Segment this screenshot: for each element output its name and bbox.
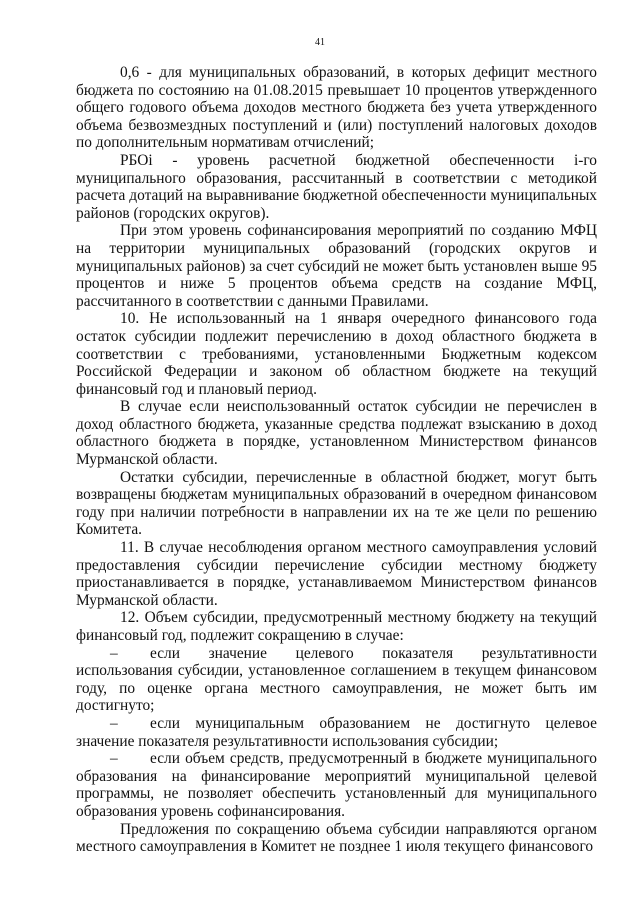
bullet-item — [76, 645, 597, 715]
bullet-text: если значение целевого показателя результативности использования субсидии, установленное соглашением в текущем финансовом году, по оценке органа местного самоуправления, не может быть им достигнуто; — [76, 644, 597, 715]
bullet-dash: – — [110, 750, 118, 768]
paragraph-item-11: 11. В случае несоблюдения органом местного самоуправления условий предоставления субсидии перечисление субсидии местному бюджету приостанавливается в порядке, устанавливаемом Министерством финансов Мурманской области. — [76, 539, 597, 609]
bullet-item — [76, 750, 597, 820]
paragraph-unreturned-balance: В случае если неиспользованный остаток субсидии не перечислен в доход областного бюджета, указанные средства подлежат взысканию в доход областного бюджета в порядке, установленном Министерством финансов Мурманской области. — [76, 398, 597, 469]
document-body — [76, 64, 597, 856]
bullet-text: если муниципальным образованием не достигнуто целевое значение показателя результативности использования субсидии; — [76, 714, 597, 750]
paragraph-item-10: 10. Не использованный на 1 января очередного финансового года остаток субсидии подлежит перечислению в доход областного бюджета в соответствии с требованиями, установленными Бюджетным кодексом Российской Федерации и законом об областном бюджете на текущий финансовый год и плановый период. — [76, 310, 597, 398]
paragraph-returned-balance: Остатки субсидии, перечисленные в областной бюджет, могут быть возвращены бюджетам муниципальных образований в очередном финансовом году при наличии потребности в направлении их на те же цели по решению Комитета. — [76, 468, 597, 539]
paragraph-coefficient-06: 0,6 - для муниципальных образований, в которых дефицит местного бюджета по состоянию на 01.08.2015 превышает 10 процентов утвержденного общего годового объема доходов местного бюджета без учета утвержденного объема безвозмездных поступлений и (или) поступлений налоговых доходов по дополнительным нормативам отчислений; — [76, 64, 597, 152]
bullet-item — [76, 715, 597, 750]
bullet-dash: – — [110, 714, 118, 732]
paragraph-item-12: 12. Объем субсидии, предусмотренный местному бюджету на текущий финансовый год, подлежит сокращению в случае: — [76, 609, 597, 644]
page-number: 41 — [315, 37, 325, 48]
paragraph-cofinancing-level: При этом уровень софинансирования мероприятий по созданию МФЦ на территории муниципальных образований (городских округов и муниципальных районов) за счет субсидий не может быть установлен выше 95 процентов и ниже 5 процентов объема средств на создание МФЦ, рассчитанного в соответствии с данными Правилами. — [76, 222, 597, 310]
paragraph-reduction-proposals: Предложения по сокращению объема субсидии направляются органом местного самоуправления в Комитет не позднее 1 июля текущего финансового — [76, 820, 597, 856]
bullet-text: если объем средств, предусмотренный в бюджете муниципального образования на финансирование мероприятий муниципальной целевой программы, не позволяет обеспечить установленный для муниципального образования уровень софинансирования. — [76, 750, 597, 820]
bullet-dash: – — [110, 644, 118, 662]
paragraph-rbo-definition: РБОi - уровень расчетной бюджетной обеспеченности i-го муниципального образования, рассчитанный в соответствии с методикой расчета дотаций на выравнивание бюджетной обеспеченности муниципальных районов (городских округов). — [76, 151, 597, 222]
